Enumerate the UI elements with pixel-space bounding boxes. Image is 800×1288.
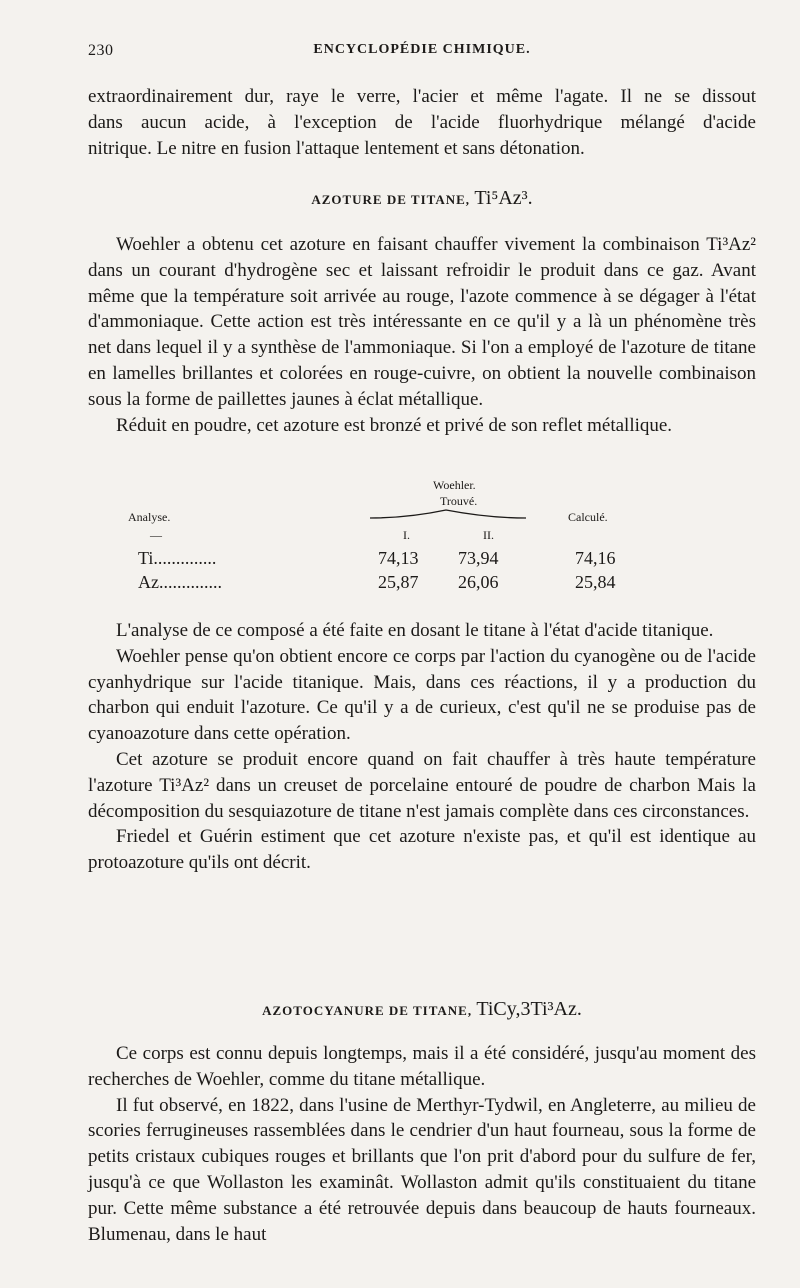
section-formula: Ti⁵Az³. xyxy=(474,187,533,209)
analysis-table xyxy=(88,478,756,598)
row-element: Ti.............. xyxy=(138,548,217,568)
intro-line: dans aucun acide, à l'exception de l'acide fluorhydrique mélangé d'acide xyxy=(88,111,756,133)
col-header-ii: II. xyxy=(483,528,494,542)
col-header-i: I. xyxy=(403,528,410,542)
row-value-i: 25,87 xyxy=(378,572,419,592)
section-title-text: AZOTOCYANURE DE TITANE, xyxy=(262,1003,473,1018)
dash: — xyxy=(150,528,162,542)
section-heading-azotocyanure xyxy=(88,998,756,1021)
section1-body xyxy=(88,232,756,438)
section-formula: TiCy,3Ti³Az. xyxy=(476,998,582,1020)
woehler-label: Woehler. xyxy=(433,478,476,492)
page-header xyxy=(88,42,756,66)
found-label: Trouvé. xyxy=(440,494,478,508)
paragraph: Woehler a obtenu cet azoture en faisant chauffer vivement la combinaison Ti³Az² dans un courant d'hydrogène sec et laissant refroidir le produit dans ce gaz. Avant même que la température soit arrivée au rouge, l'azote commence à se dégager à l'état d'ammoniaque. Cette action est très intéressante en ce qu'il y a là un phénomène très net dans lequel il y a synthèse de l'ammoniaque. Si l'on a employé de l'azoture de titane en lamelles brillantes et colorées en rouge-cuivre, on obtient la nouvelle combinaison sous la forme de paillettes jaunes à éclat métallique. xyxy=(88,234,756,410)
row-value-ii: 73,94 xyxy=(458,548,499,568)
paragraph: Il fut observé, en 1822, dans l'usine de Merthyr-Tydwil, en Angleterre, au milieu de scories ferrugineuses rassemblées dans le cendrier d'un haut fourneau, sous la forme de petits cristaux cubiques rouges et brillants que l'on prit d'abord pour du sulfure de fer, jusqu'à ce que Wollaston les examinât. Wollaston admit qu'ils constituaient du titane pur. Cette même substance a été retrouvée depuis dans beaucoup de hauts fourneaux. Blumenau, dans le haut xyxy=(88,1094,756,1245)
paragraph: L'analyse de ce composé a été faite en dosant le titane à l'état d'acide titanique. xyxy=(116,620,714,641)
paragraph: Cet azoture se produit encore quand on fait chauffer à très haute température l'azoture Ti³Az² dans un creuset de porcelaine entouré de poudre de charbon Mais la décomposition du sesquiazoture de titane n'est jamais complète dans ces circonstances. xyxy=(88,748,756,822)
intro-paragraph xyxy=(88,84,756,161)
row-element: Az.............. xyxy=(138,572,222,592)
analysis-label: Analyse. xyxy=(128,510,171,524)
paragraph: Woehler pense qu'on obtient encore ce corps par l'action du cyanogène ou de l'acide cyanhydrique sur l'acide titanique. Mais, dans ces réactions, il y a production du charbon qui enduit l'azoture. Ce qu'il y a de curieux, c'est qu'il ne se produise pas de cyanoazoture dans cette opération. xyxy=(88,645,756,745)
intro-line: extraordinairement dur, raye le verre, l'acier et même l'agate. Il ne se dissout xyxy=(88,86,756,107)
intro-line: nitrique. Le nitre en fusion l'attaque lentement et sans détonation. xyxy=(88,137,585,159)
found-brace xyxy=(368,508,528,520)
paragraph: Réduit en poudre, cet azoture est bronzé et privé de son reflet métallique. xyxy=(116,414,673,436)
row-value-calc: 25,84 xyxy=(575,572,616,592)
page-number: 230 xyxy=(88,42,114,59)
paragraph: Ce corps est connu depuis longtemps, mais il a été considéré, jusqu'au moment des recherches de Woehler, comme du titane métallique. xyxy=(88,1043,756,1090)
section-title-text: AZOTURE DE TITANE, xyxy=(311,192,471,207)
row-value-i: 74,13 xyxy=(378,548,419,568)
calc-label: Calculé. xyxy=(568,510,608,524)
running-title: ENCYCLOPÉDIE CHIMIQUE. xyxy=(313,42,531,57)
section2-body xyxy=(88,1041,756,1247)
section-heading-azoture xyxy=(88,187,756,210)
section1-body-after xyxy=(88,618,756,876)
paragraph: Friedel et Guérin estiment que cet azoture n'existe pas, et qu'il est identique au protoazoture qu'ils ont décrit. xyxy=(88,826,756,874)
row-value-ii: 26,06 xyxy=(458,572,499,592)
row-value-calc: 74,16 xyxy=(575,548,616,568)
